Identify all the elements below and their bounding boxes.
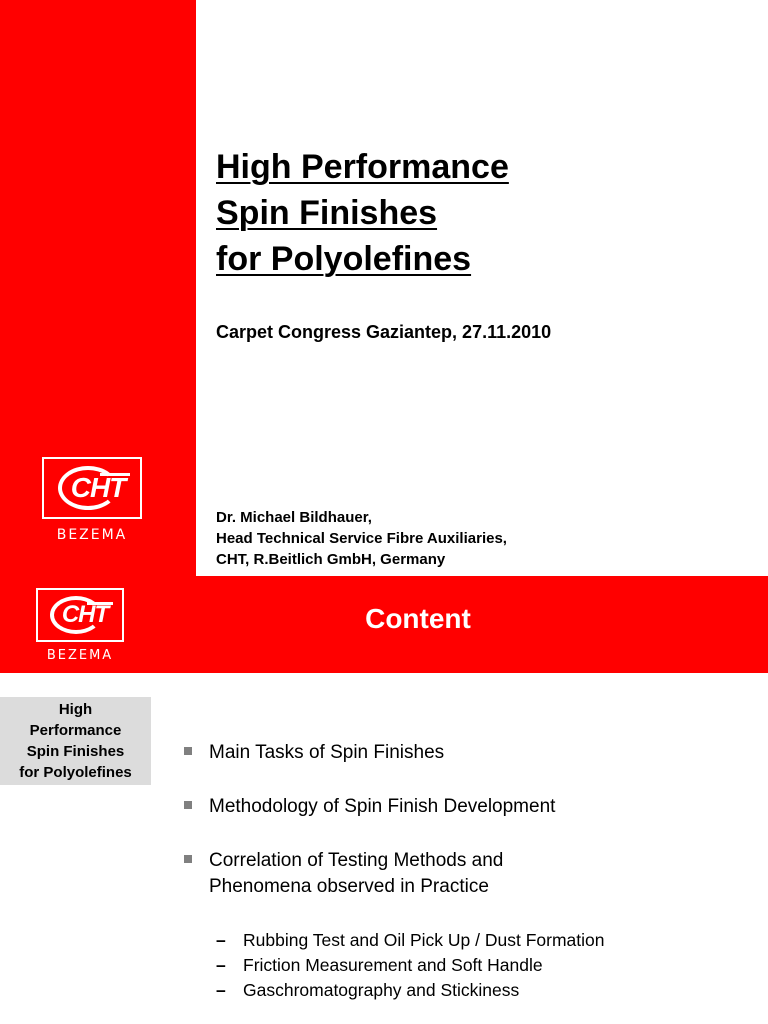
content-sub-bullet-list — [216, 928, 605, 1003]
title-line-3: for Polyolefines — [216, 240, 472, 278]
bullet-text-line-1: Correlation of Testing Methods and — [209, 850, 504, 871]
bullet-text: Methodology of Spin Finish Development — [209, 796, 556, 817]
sub-bullet-text: Friction Measurement and Soft Handle — [243, 955, 543, 975]
side-label-line-1: High — [58, 701, 93, 718]
logo-bezema-text: BEZEMA — [56, 527, 128, 543]
sub-bullet-item — [216, 978, 605, 1003]
square-bullet-icon — [184, 747, 192, 755]
square-bullet-icon — [184, 801, 192, 809]
bullet-text: Main Tasks of Spin Finishes — [209, 742, 445, 763]
content-slide — [0, 576, 768, 1024]
side-label-line-3: Spin Finishes — [26, 743, 125, 760]
title-line-2: Spin Finishes — [216, 194, 438, 232]
logo-bezema-text: BEZEMA — [46, 648, 114, 663]
cht-logo-mark — [42, 457, 142, 519]
content-bullet-list — [184, 740, 744, 928]
bullet-item — [184, 740, 744, 766]
title-line-1: High Performance — [216, 148, 509, 186]
content-heading: Content — [365, 603, 471, 634]
event-subtitle: Carpet Congress Gaziantep, 27.11.2010 — [216, 322, 552, 342]
cht-bezema-logo — [42, 457, 142, 543]
dash-bullet-icon: – — [216, 930, 226, 950]
logo-cht-text: CHT — [61, 601, 109, 628]
side-label-line-4: for Polyolefines — [19, 764, 132, 781]
bullet-item — [184, 848, 744, 900]
side-label-line-2: Performance — [29, 722, 122, 739]
bullet-item — [184, 794, 744, 820]
square-bullet-icon — [184, 855, 192, 863]
author-block — [216, 507, 507, 570]
dash-bullet-icon: – — [216, 955, 226, 975]
sub-bullet-item — [216, 953, 605, 978]
topic-side-label — [0, 697, 151, 785]
sub-bullet-item — [216, 928, 605, 953]
cht-logo-mark — [36, 588, 124, 642]
sub-bullet-text: Gaschromatography and Stickiness — [243, 980, 520, 1000]
cht-bezema-logo — [36, 588, 124, 663]
content-header-bar — [0, 576, 768, 673]
author-line-1: Dr. Michael Bildhauer, — [216, 509, 372, 526]
author-line-2: Head Technical Service Fibre Auxiliaries, — [216, 530, 507, 547]
presentation-title — [216, 144, 509, 282]
author-line-3: CHT, R.Beitlich GmbH, Germany — [216, 551, 446, 568]
dash-bullet-icon: – — [216, 980, 226, 1000]
bullet-text-line-2: Phenomena observed in Practice — [209, 876, 489, 897]
sub-bullet-text: Rubbing Test and Oil Pick Up / Dust Formation — [243, 930, 605, 950]
logo-cht-text: CHT — [70, 472, 126, 503]
